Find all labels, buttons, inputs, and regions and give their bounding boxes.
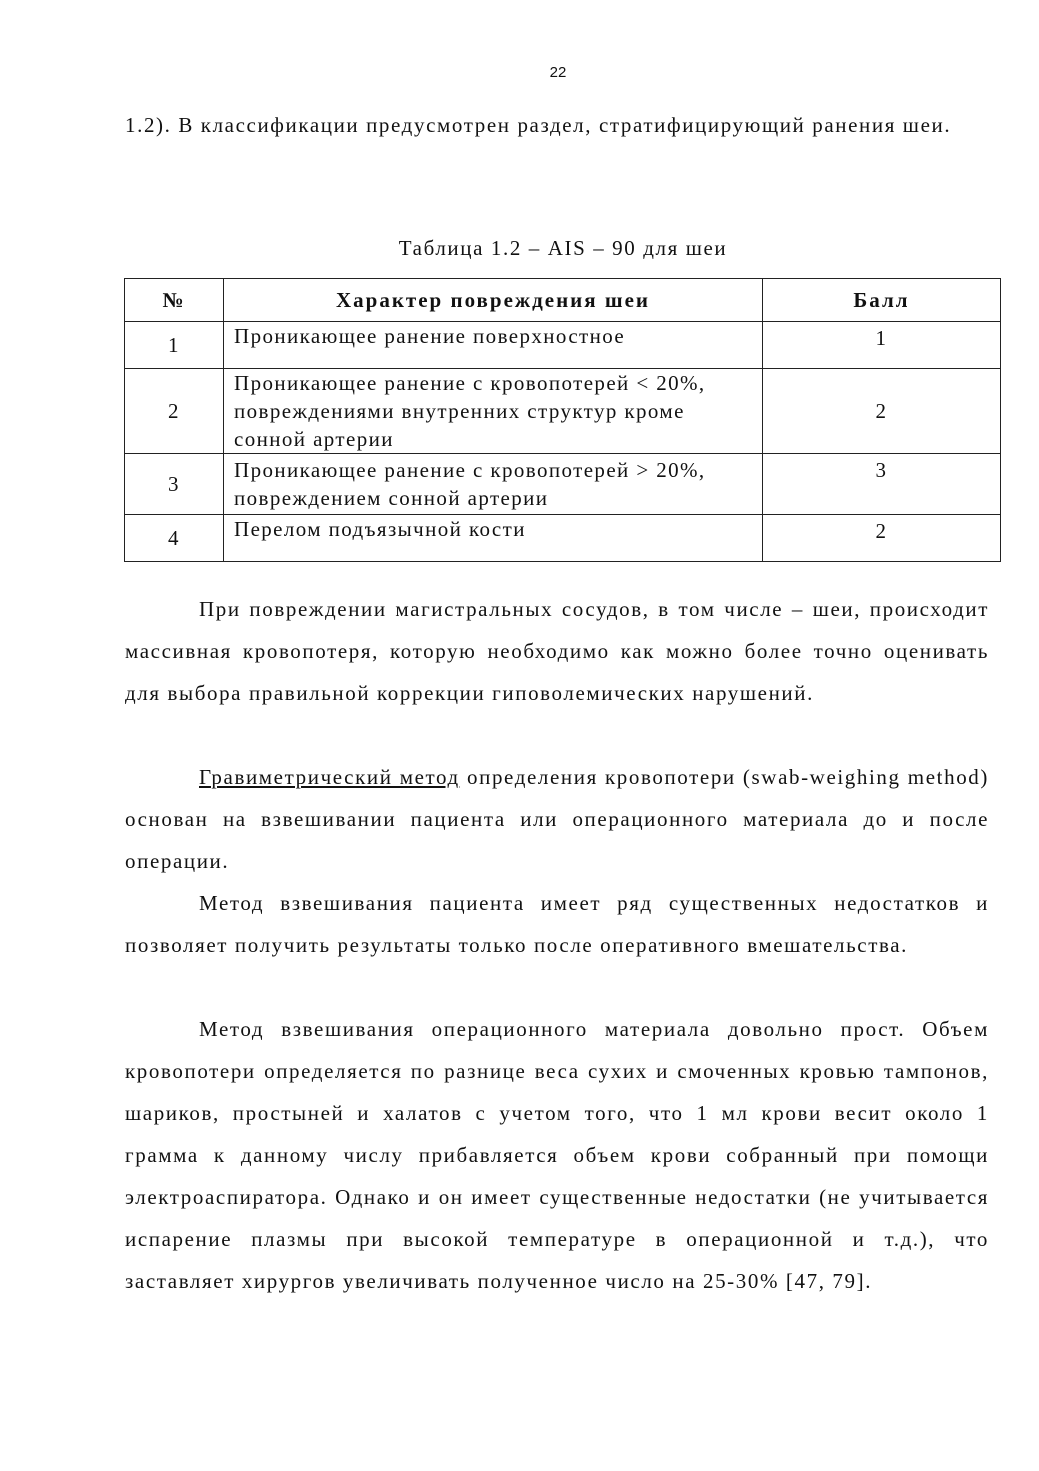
row-number: 4: [125, 515, 224, 562]
row-score: 2: [763, 369, 1001, 454]
row-score: 3: [763, 454, 1001, 515]
row-description: Проникающее ранение с кровопотерей < 20%, повреждениями внутренних структур кроме сонной артерии: [224, 369, 763, 454]
paragraph-material-weighing: Метод взвешивания операционного материала довольно прост. Объем кровопотери определяется по разнице веса сухих и смоченных кровью тампонов, шариков, простыней и халатов с учетом того, что 1 мл крови весит около 1 грамма к данному числу прибавляется объем крови собранный при помощи электроаспиратора. Однако и он имеет существенные недостатки (не учитывается испарение плазмы при высокой температуре в операционной и т.д.), что заставляет хирургов увеличивать полученное число на 25-30% [47, 79].: [125, 1017, 989, 1293]
row-score: 2: [763, 515, 1001, 562]
table-row: [125, 322, 1001, 369]
intro-paragraph: 1.2). В классификации предусмотрен раздел, стратифицирующий ранения шеи.: [125, 113, 952, 137]
table-row: [125, 369, 1001, 454]
gravimetric-method-term: Гравиметрический метод: [199, 765, 460, 789]
header-description: Характер повреждения шеи: [224, 279, 763, 322]
table-row: [125, 454, 1001, 515]
row-score: 1: [763, 322, 1001, 369]
row-number: 2: [125, 369, 224, 454]
row-number: 1: [125, 322, 224, 369]
paragraph-blood-loss: При повреждении магистральных сосудов, в том числе – шеи, происходит массивная кровопотеря, которую необходимо как можно более точно оценивать для выбора правильной коррекции гиповолемических нарушений.: [125, 597, 989, 705]
row-number: 3: [125, 454, 224, 515]
gravimetric-method-text: определения кровопотери (swab-weighing method) основан на взвешивании пациента или операционного материала до и после операции.: [125, 765, 989, 873]
table-header-row: [125, 279, 1001, 322]
header-number: №: [125, 279, 224, 322]
ais-table: [124, 278, 1001, 562]
row-description: Проникающее ранение поверхностное: [224, 322, 763, 369]
header-score: Балл: [763, 279, 1001, 322]
row-description: Перелом подъязычной кости: [224, 515, 763, 562]
paragraph-patient-weighing: Метод взвешивания пациента имеет ряд существенных недостатков и позволяет получить результаты только после оперативного вмешательства.: [125, 891, 989, 957]
row-description: Проникающее ранение с кровопотерей > 20%, повреждением сонной артерии: [224, 454, 763, 515]
paragraph-gravimetric-method: [125, 756, 989, 882]
table-caption: Таблица 1.2 – AIS – 90 для шеи: [398, 236, 728, 260]
page-number: 22: [549, 64, 567, 81]
table-row: [125, 515, 1001, 562]
